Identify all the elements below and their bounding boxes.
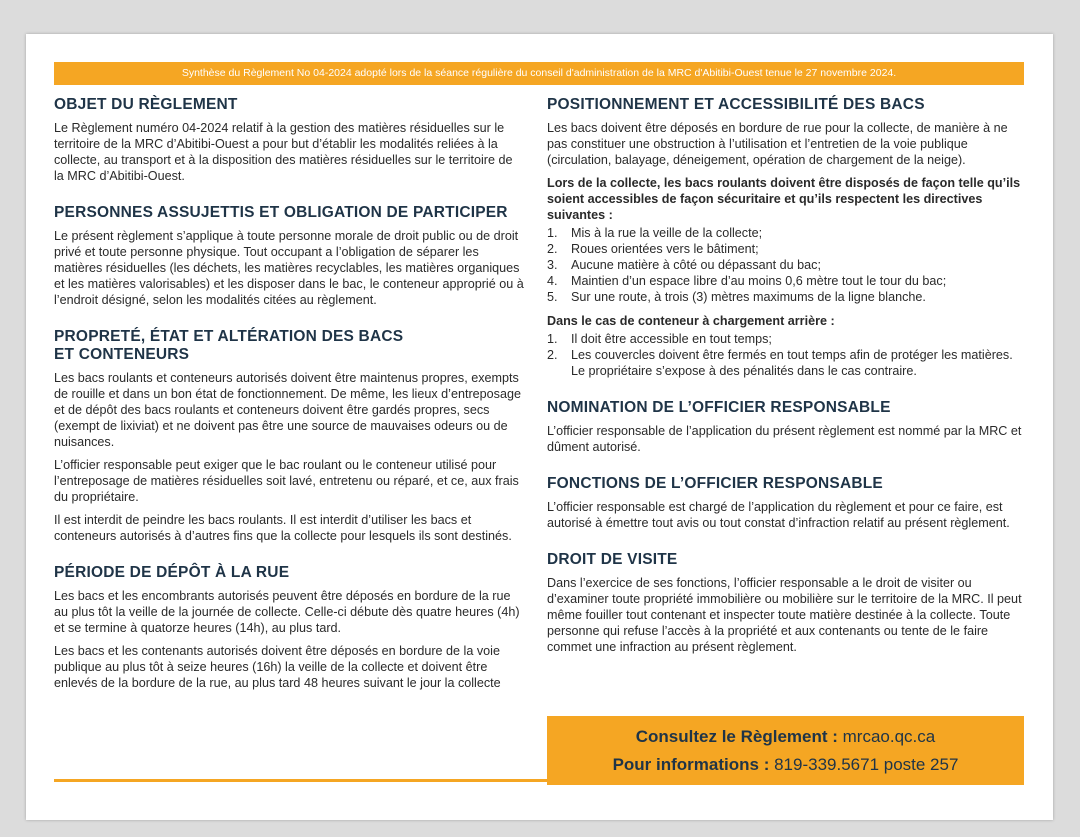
section-title: [54, 328, 524, 364]
paragraph: Le présent règlement s’applique à toute personne morale de droit public ou de droit privé et toute personne physique. Tout occupant a l’obligation de séparer les matières résiduelles (les déchets, les matières recyclables, les matières organiques et les matières valorisables) et les disposer dans le bac, le conteneur approprié ou à l’endroit désigné, selon les modalités citées au règlement.: [54, 229, 524, 307]
conteneur-intro: Dans le cas de conteneur à chargement arrière :: [547, 314, 835, 328]
title-line-1: PROPRETÉ, ÉTAT ET ALTÉRATION DES BACS: [54, 328, 404, 345]
section-title: NOMINATION DE L’OFFICIER RESPONSABLE: [547, 399, 891, 416]
paragraph: Les bacs et les encombrants autorisés peuvent être déposés en bordure de la rue au plus tôt la veille de la journée de collecte. Celle-ci débute dès quatre heures (4h) et se termine à quatorze heures (14h), au plus tard.: [54, 589, 520, 635]
list-item: 1. Mis à la rue la veille de la collecte;: [547, 226, 763, 240]
list-item: 5. Sur une route, à trois (3) mètres maximums de la ligne blanche.: [547, 290, 926, 304]
cta-line-2: Pour informations : 819-339.5671 poste 257: [612, 755, 959, 774]
accent-divider: [54, 779, 547, 782]
list-item: 3. Aucune matière à côté ou dépassant du bac;: [547, 258, 821, 272]
directives-list: [547, 225, 1024, 305]
cta-line-1: Consultez le Règlement : mrcao.qc.ca: [635, 727, 936, 746]
paragraph: Le Règlement numéro 04-2024 relatif à la gestion des matières résiduelles sur le territoire de la MRC d’Abitibi-Ouest a pour but d’établir les modalités reliées à la collecte, au transport et à la disposition des matières résiduelles sur le territoire de la MRC d’Abitibi-Ouest.: [54, 121, 513, 183]
section-title: OBJET DU RÈGLEMENT: [54, 96, 238, 113]
document-page: [26, 34, 1053, 820]
right-column: [547, 96, 1024, 675]
header-banner: Synthèse du Règlement No 04-2024 adopté lors de la séance régulière du conseil d'administration de la MRC d'Abitibi-Ouest tenue le 27 novembre 2024.: [54, 62, 1024, 85]
section-objet: [54, 96, 524, 184]
paragraph: Les bacs roulants et conteneurs autorisés doivent être maintenus propres, exempts de rouille et dans un bon état de fonctionnement. De même, les lieux d’entreposage et de dépôt des bacs roulants et conteneurs doivent être gardés propres, secs (exempt de lixiviat) et ne doivent pas être une source de mauvaises odeurs ou de nuisances.: [54, 371, 521, 449]
paragraph: L’officier responsable de l’application du présent règlement est nommé par la MRC et dûment autorisé.: [547, 424, 1022, 454]
section-nomination: [547, 399, 1024, 455]
paragraph: Dans l’exercice de ses fonctions, l’officier responsable a le droit de visiter ou d’examiner toute propriété immobilière ou mobilière sur le territoire de la MRC. Il peut même fouiller tout contenant et inspecter toute matière destinée à la collecte. Toute personne qui refuse l’accès à la propriété et aux contenants ou tente de le faire commet une infraction au présent règlement.: [547, 576, 1022, 654]
list-item: 4. Maintien d’un espace libre d’au moins 0,6 mètre tout le tour du bac;: [547, 274, 947, 288]
list-item: 2. Les couvercles doivent être fermés en tout temps afin de protéger les matières. Le propriétaire s’expose à des pénalités dans le cas contraire.: [547, 348, 1013, 378]
section-proprete: [54, 328, 524, 544]
section-visite: [547, 551, 1024, 655]
list-item: 2. Roues orientées vers le bâtiment;: [547, 242, 759, 256]
section-personnes: [54, 204, 524, 308]
paragraph: Il est interdit de peindre les bacs roulants. Il est interdit d’utiliser les bacs et conteneurs autorisés à d’autres fins que la collecte pour lesquels ils sont destinés.: [54, 513, 512, 543]
list-item: 1. Il doit être accessible en tout temps;: [547, 332, 772, 346]
paragraph: L’officier responsable est chargé de l’application du règlement et pour ce faire, est autorisé à émettre tout avis ou tout constat d’infraction relatif au présent règlement.: [547, 500, 1010, 530]
paragraph: Les bacs doivent être déposés en bordure de rue pour la collecte, de manière à ne pas constituer une obstruction à l’utilisation et l’entretien de la voie publique (circulation, balayage, déneigement, opération de chargement de la neige).: [547, 121, 1008, 167]
section-positionnement: [547, 96, 1024, 379]
section-periode: [54, 564, 524, 691]
directives-intro: Lors de la collecte, les bacs roulants doivent être disposés de façon telle qu’ils soient accessibles de façon sécuritaire et qu’ils respectent les directives suivantes :: [547, 176, 1021, 222]
phone-number[interactable]: 819-339.5671 poste 257: [774, 755, 959, 774]
title-line-2: ET CONTENEURS: [54, 346, 190, 363]
section-title: FONCTIONS DE L’OFFICIER RESPONSABLE: [547, 475, 883, 492]
paragraph: Les bacs et les contenants autorisés doivent être déposés en bordure de la voie publique au plus tôt à seize heures (16h) la veille de la collecte et doivent être enlevés de la bordure de la rue, au plus tard 48 heures suivant le jour la collecte: [54, 644, 501, 690]
left-column: [54, 96, 524, 711]
contact-box: [547, 716, 1024, 785]
website-link[interactable]: mrcao.qc.ca: [842, 727, 936, 746]
section-title: POSITIONNEMENT ET ACCESSIBILITÉ DES BACS: [547, 96, 925, 113]
conteneur-list: [547, 331, 1024, 379]
section-fonctions: [547, 475, 1024, 531]
paragraph: L’officier responsable peut exiger que le bac roulant ou le conteneur utilisé pour l’entreposage de matières résiduelles soit lavé, entretenu ou réparé, et ce, aux frais du propriétaire.: [54, 458, 519, 504]
section-title: DROIT DE VISITE: [547, 551, 678, 568]
section-title: PERSONNES ASSUJETTIS ET OBLIGATION DE PARTICIPER: [54, 204, 508, 221]
section-title: PÉRIODE DE DÉPÔT À LA RUE: [54, 564, 290, 581]
